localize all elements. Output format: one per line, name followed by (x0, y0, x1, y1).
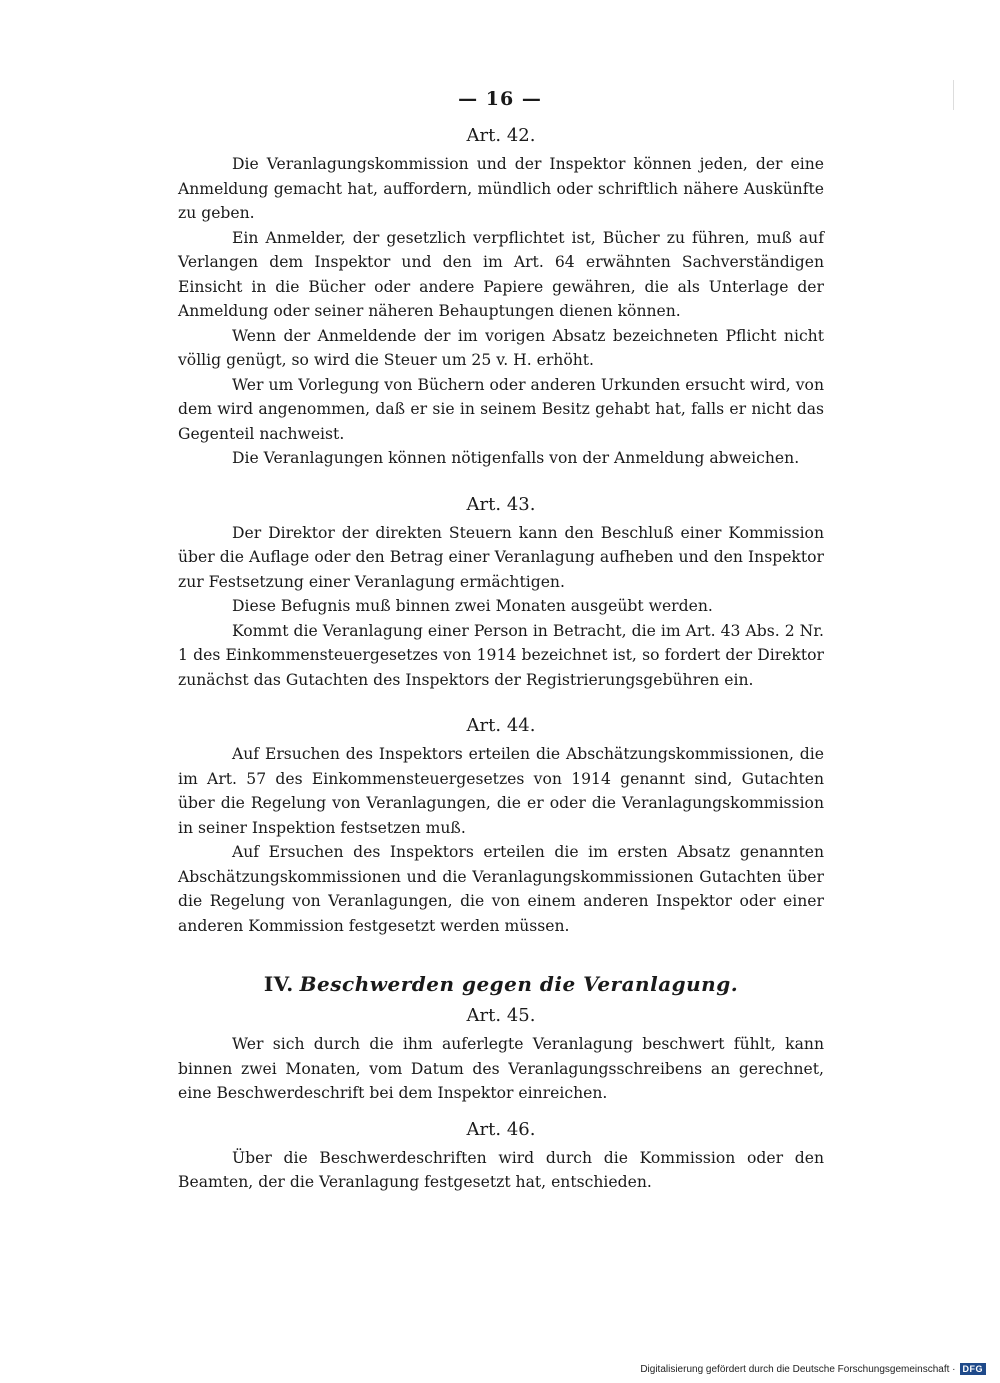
paragraph: Ein Anmelder, der gesetzlich verpflichtet ist, Bücher zu führen, muß auf Verlangen dem Inspektor und den im Art. 64 erwähnten Sachverständigen Einsicht in die Bücher oder andere Papiere gewähren, die als Unterlage der Anmeldung oder seiner näheren Behauptungen dienen können. (178, 228, 824, 320)
page-body (178, 124, 824, 1207)
section-numeral: IV. (263, 972, 294, 996)
paragraph: Wer sich durch die ihm auferlegte Veranlagung beschwert fühlt, kann binnen zwei Monaten, vom Datum des Veranlagungsschreibens an gerechnet, eine Beschwerdeschrift bei dem Inspektor einreichen. (178, 1035, 824, 1102)
paragraph: Wenn der Anmeldende der im vorigen Absatz bezeichneten Pflicht nicht völlig genügt, so wird die Steuer um 25 v. H. erhöht. (178, 326, 824, 369)
page-number: — 16 — (458, 88, 542, 110)
article-43 (178, 493, 824, 693)
paragraph: Diese Befugnis muß binnen zwei Monaten ausgeübt werden. (232, 597, 713, 615)
article-heading: Art. 45. (466, 1005, 536, 1026)
digitization-footer (640, 1363, 986, 1375)
paragraph: Der Direktor der direkten Steuern kann den Beschluß einer Kommission über die Auflage oder den Betrag einer Veranlagung aufheben und den Inspektor zur Festsetzung einer Veranlagung ermächtigen. (178, 523, 824, 591)
paragraph: Wer um Vorlegung von Büchern oder anderen Urkunden ersucht wird, von dem wird angenommen, daß er sie in seinem Besitz gehabt hat, falls er nicht das Gegenteil nachweist. (178, 375, 824, 443)
article-46 (178, 1118, 824, 1195)
paragraph: Die Veranlagungskommission und der Inspektor können jeden, der eine Anmeldung gemacht hat, auffordern, mündlich oder schriftlich nähere Auskünfte zu geben. (178, 155, 824, 222)
article-heading: Art. 44. (466, 715, 536, 736)
paragraph: Auf Ersuchen des Inspektors erteilen die im ersten Absatz genannten Abschätzungskommissionen und die Veranlagungskommissionen Gutachten über die Regelung von Veranlagungen, die von einem anderen Inspektor oder einer anderen Kommission festgesetzt werden müssen. (178, 843, 824, 935)
dfg-logo-icon: DFG (960, 1363, 987, 1375)
paragraph: Die Veranlagungen können nötigenfalls von der Anmeldung abweichen. (232, 449, 800, 467)
article-heading: Art. 46. (466, 1118, 536, 1140)
paragraph: Über die Beschwerdeschriften wird durch die Kommission oder den Beamten, der die Veranlagung festgesetzt hat, entschieden. (178, 1148, 824, 1191)
paragraph: Auf Ersuchen des Inspektors erteilen die Abschätzungskommissionen, die im Art. 57 des Einkommensteuergesetzes von 1914 genannt sind, Gutachten über die Regelung von Veranlagungen, die er oder die Veranlagungskommission in seiner Inspektion festsetzen muß. (178, 745, 824, 837)
section-title (178, 972, 824, 996)
footer-text: Digitalisierung gefördert durch die Deutsche Forschungsgemeinschaft · (640, 1363, 956, 1375)
paragraph: Kommt die Veranlagung einer Person in Betracht, die im Art. 43 Abs. 2 Nr. 1 des Einkommensteuergesetzes von 1914 bezeichnet ist, so fordert der Direktor zunächst das Gutachten des Inspektors der Registrierungsgebühren ein. (178, 621, 824, 689)
article-45 (178, 1004, 824, 1106)
section-title-text: Beschwerden gegen die Veranlagung. (299, 972, 739, 996)
article-42 (178, 124, 824, 471)
article-heading: Art. 42. (466, 125, 536, 146)
article-44 (178, 714, 824, 938)
article-heading: Art. 43. (466, 493, 536, 515)
